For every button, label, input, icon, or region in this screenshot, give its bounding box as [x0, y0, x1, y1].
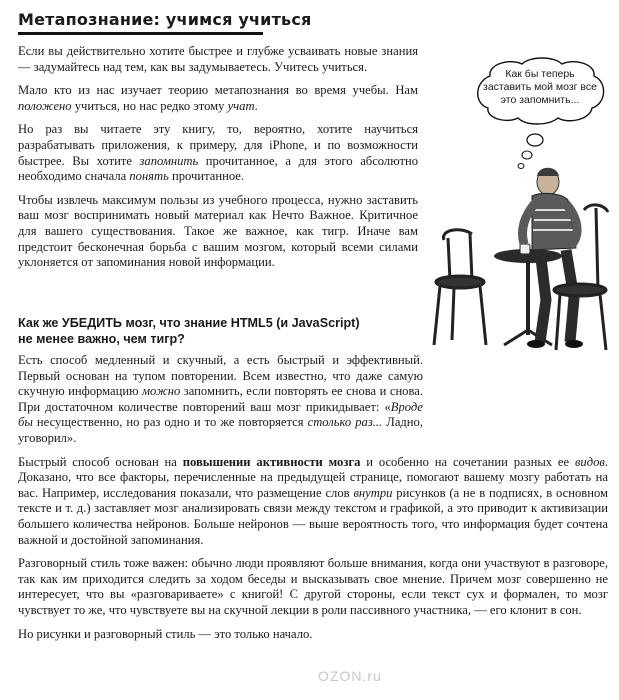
- intro-column: [18, 44, 418, 279]
- watermark: OZON.ru: [318, 668, 382, 684]
- intro-paragraph-1: Если вы действительно хотите быстрее и глубже усваивать новые знания — задумайтесь над тем, как вы задумываетесь. Учитесь учиться.: [18, 44, 418, 74]
- main-paragraph-3: Разговорный стиль тоже важен: обычно люди проявляют больше внимания, когда они участвуют в разговоре, так как им приходится следить за ходом беседы и высказывать свое мнение. Причем мозг совершенно не интересует, что вы «разговариваете» с книгой! С другой стороны, если текст сух и формален, то мозг чувствует то же, что чувствуете вы на скучной лекции в роли пассивного участника, — его клонит в сон.: [18, 556, 608, 617]
- thought-bubble: [470, 56, 610, 128]
- main-paragraph-1: Есть способ медленный и скучный, а есть быстрый и эффективный. Первый основан на тупом повторении. Всем известно, что даже самую скучную информацию можно запомнить, если повторять ее снова и снова. При достаточном количестве повторений ваш мозг прикидывает: «Вроде бы несущественно, но раз одно и то же повторяется столько раз... Ладно, уговорил».: [18, 353, 423, 445]
- page-title: Метапознание: учимся учиться: [18, 10, 263, 35]
- main-paragraph-4: Но рисунки и разговорный стиль — это только начало.: [18, 626, 313, 641]
- thought-bubble-text: Как бы теперь заставить мой мозг все это запомнить...: [483, 68, 597, 106]
- section-heading: Как же УБЕДИТЬ мозг, что знание HTML5 (и JavaScript) не менее важно, чем тигр?: [18, 316, 360, 346]
- intro-paragraph-3: Но раз вы читаете эту книгу, то, вероятно, хотите научиться разрабатывать приложения, к примеру, для iPhone, и по возможности быстрее. Вы хотите запомнить прочитанное, а для этого абсолютно необходимо сначала понять прочитанное.: [18, 122, 418, 184]
- man-at-cafe-table-illustration: [420, 130, 615, 355]
- main-paragraph-2: Быстрый способ основан на повышении активности мозга и особенно на сочетании разных ее видов. Доказано, что все факторы, перечисленные на предыдущей странице, помогают вашему мозгу работать на вас. Например, исследования показали, что размещение слов внутри рисунков (а не в подписях, в основном тексте и т. д.) заставляет мозг анализировать связи между текстом и графикой, а это приводит к активизации большего количества нейронов. Больше нейронов — выше вероятность того, что информация будет сочтена важной и достойной запоминания.: [18, 454, 609, 547]
- main-column: [18, 353, 608, 650]
- intro-paragraph-2: Мало кто из нас изучает теорию метапознания во время учебы. Нам положено учиться, но нас редко этому учат.: [18, 83, 418, 113]
- intro-paragraph-4: Чтобы извлечь максимум пользы из учебного процесса, нужно заставить ваш мозг воспринимать новый материал как Нечто Важное. Критичное для вашего существования. Такое же важное, как тигр. Иначе вам предстоит бесконечная борьба с вашим мозгом, который всеми силами уклоняется от запоминания новой информации.: [18, 192, 418, 270]
